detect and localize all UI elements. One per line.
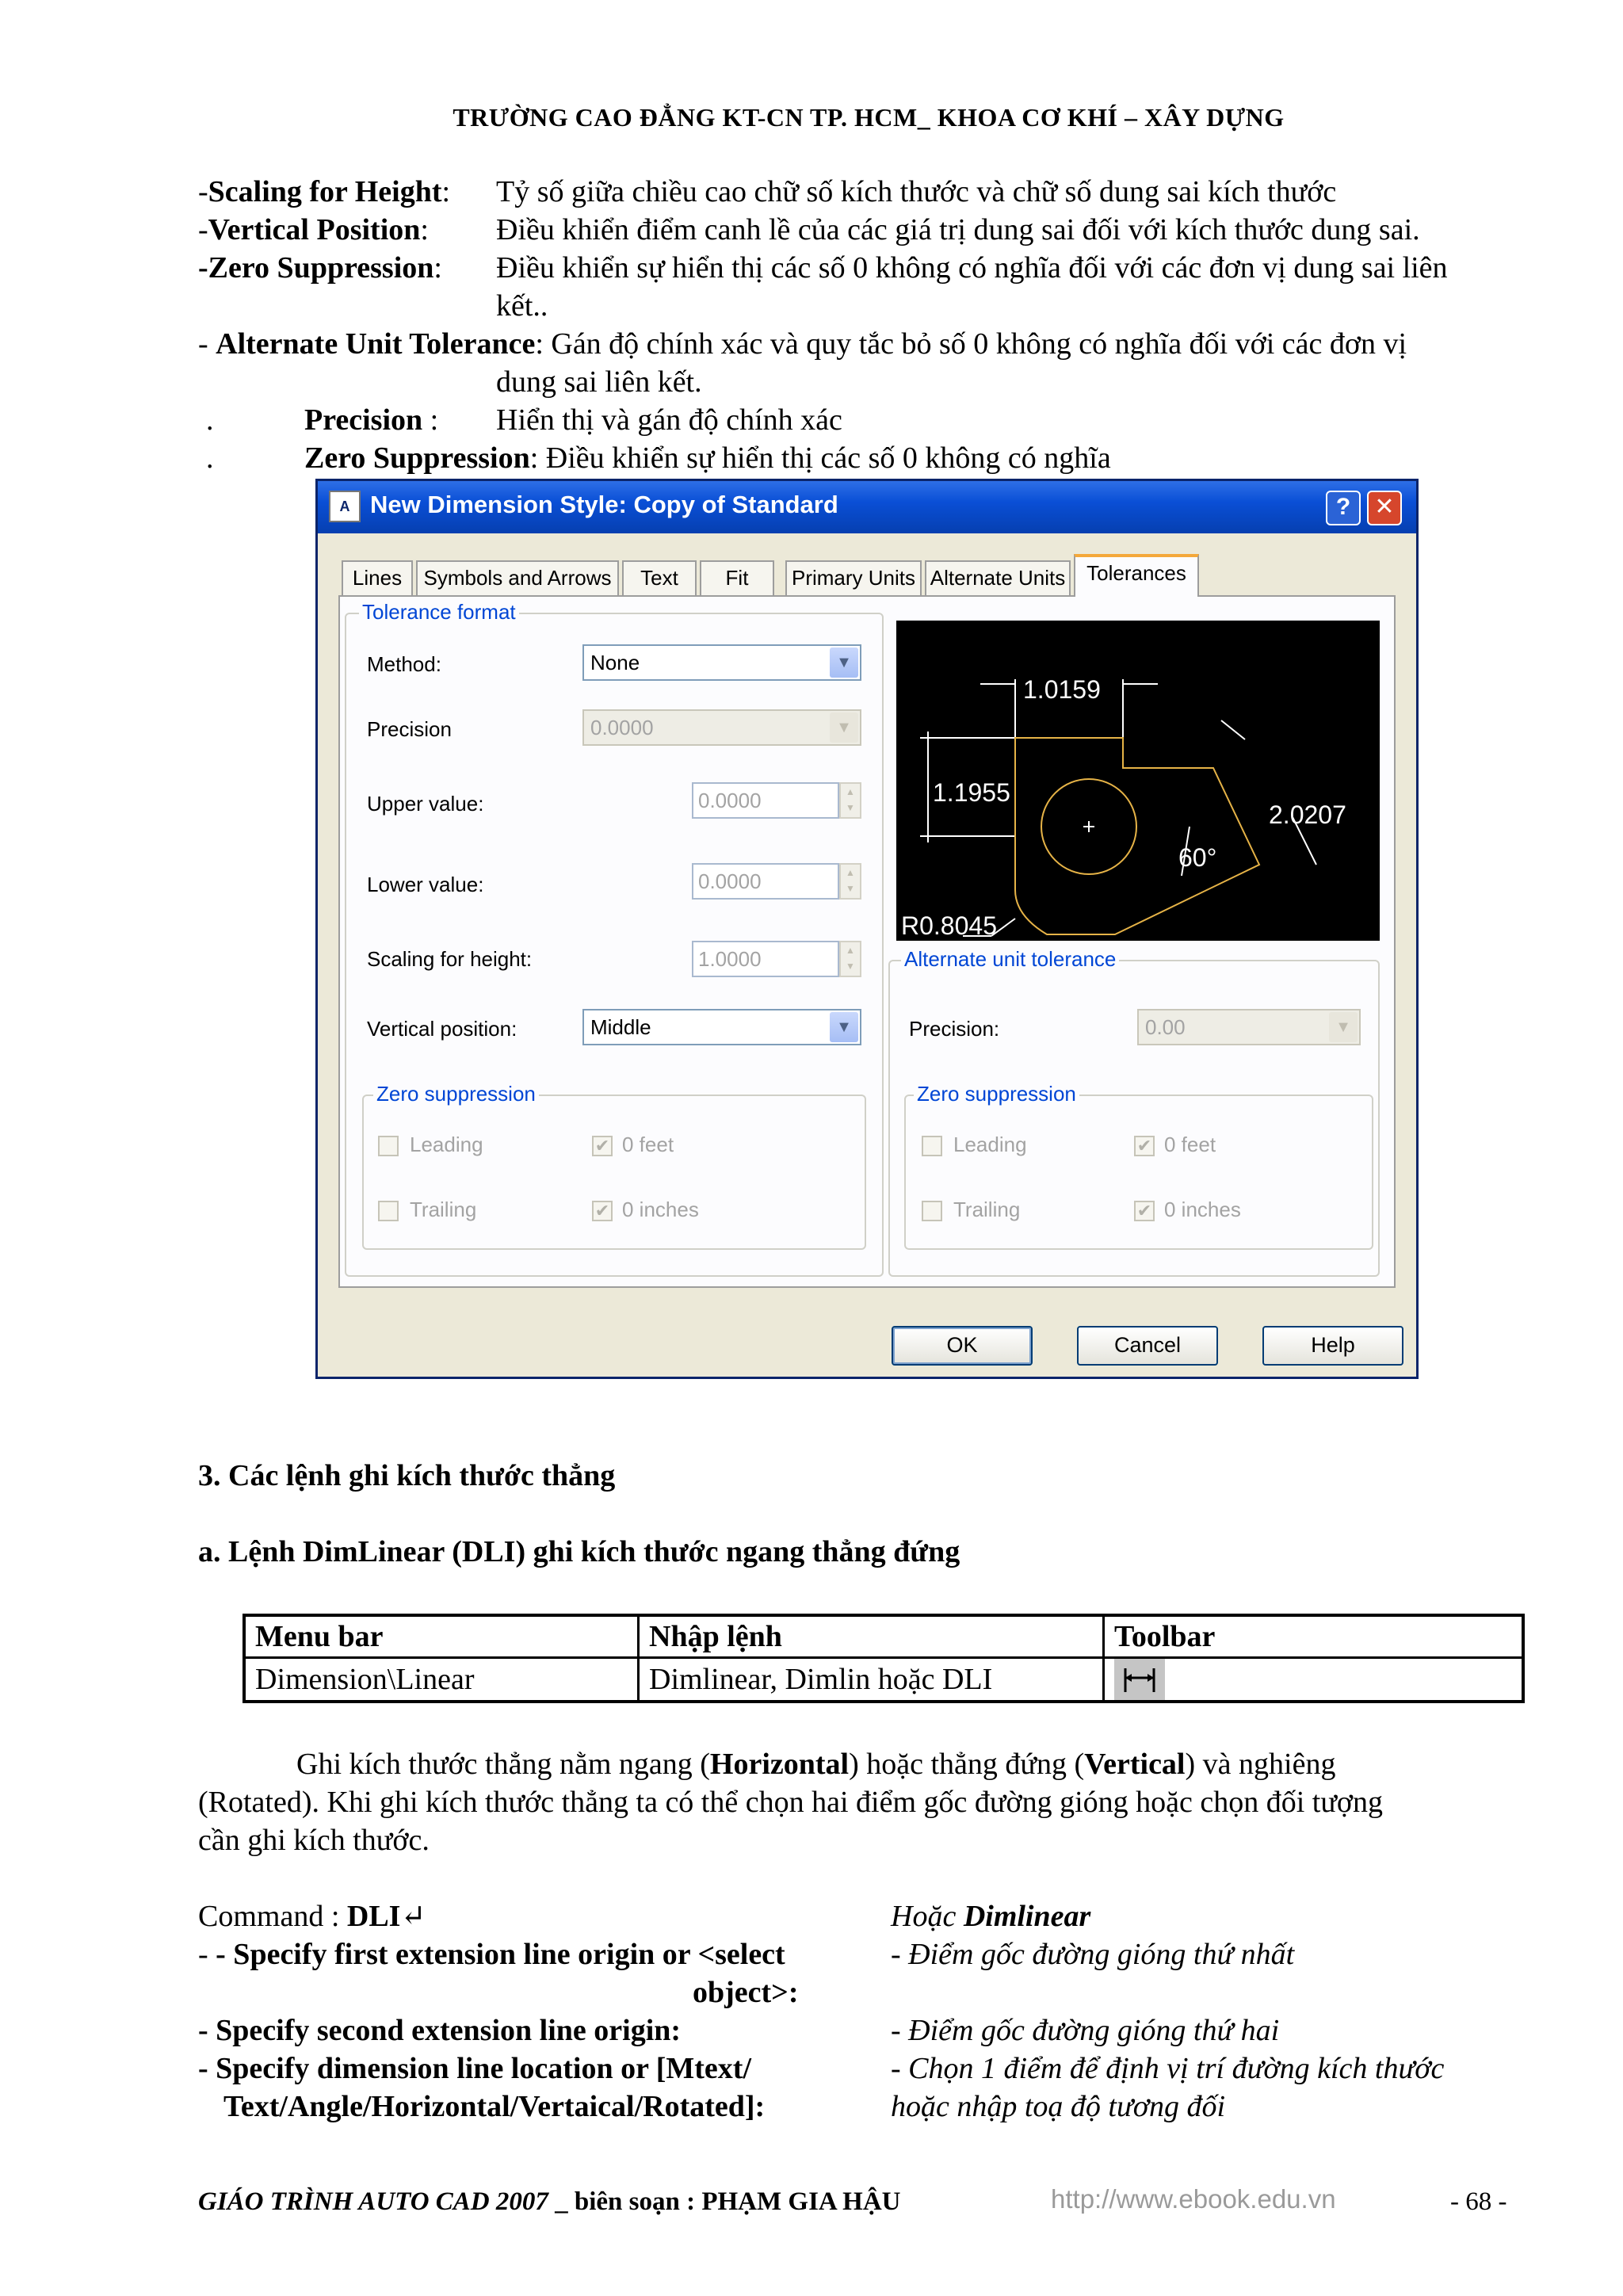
command-table [242,1614,1525,1703]
table-cell-command: Dimlinear, Dimlin hoặc DLI [639,1658,1104,1702]
zero-suppression-left-title: Zero suppression [373,1082,539,1106]
table-cell-toolbar [1104,1658,1524,1702]
command-line: Command : DLI↵ [198,1900,426,1933]
table-header-menu: Menu bar [244,1615,639,1658]
table-row [244,1658,1523,1702]
close-icon[interactable]: ✕ [1367,491,1402,525]
sub-item-zero-suppression: Zero Suppression: Điều khiển sự hiển thị các số 0 không có nghĩa [304,441,1111,475]
feet-label-right: 0 feet [1164,1133,1216,1156]
para-line-3: cần ghi kích thước. [198,1824,430,1857]
inches-label-right: 0 inches [1164,1198,1241,1221]
table-header-command: Nhập lệnh [639,1615,1104,1658]
help-button[interactable]: Help [1262,1326,1403,1366]
zero-suppression-right-group [904,1095,1373,1250]
feet-checkbox-right[interactable]: ✔ [1134,1136,1155,1156]
feet-checkbox-left[interactable]: ✔ [592,1136,613,1156]
tab-tolerances[interactable]: Tolerances [1074,554,1199,597]
prompt-first-origin: - - Specify first extension line origin or <select [198,1938,785,1971]
desc-dimension-location: - Chọn 1 điểm để định vị trí đường kích thước [891,2052,1445,2085]
sub-bullet-zero-suppression: . [206,441,214,475]
chevron-down-icon[interactable]: ▼ [830,1012,858,1042]
option-alternate-unit-tolerance: - Alternate Unit Tolerance: Gán độ chính xác và quy tắc bỏ số 0 không có nghĩa đối với các đơn vị [198,327,1407,361]
spinner-arrows-icon[interactable]: ▲ ▼ [839,863,861,900]
tolerance-preview [896,621,1380,941]
option-scaling-height-desc: Tỷ số giữa chiều cao chữ số kích thước và chữ số dung sai kích thước [496,175,1337,208]
sub-bullet-precision: . [206,403,214,437]
linear-dimension-icon [1114,1659,1165,1700]
spinner-arrows-icon[interactable]: ▲ ▼ [839,941,861,977]
table-header-toolbar: Toolbar [1104,1615,1524,1658]
para-line-2: (Rotated). Khi ghi kích thước thẳng ta có thể chọn hai điểm gốc đường gióng hoặc chọn đối tượng [198,1786,1384,1819]
lower-value-text: 0.0000 [698,869,762,893]
upper-value-label: Upper value: [367,792,484,816]
vertical-position-label: Vertical position: [367,1017,517,1041]
para-line-1: Ghi kích thước thẳng nằm ngang (Horizontal) hoặc thẳng đứng (Vertical) và nghiêng [296,1748,1336,1781]
upper-value-input[interactable] [692,782,855,819]
spinner-arrows-icon[interactable]: ▲ ▼ [839,782,861,819]
scaling-height-label: Scaling for height: [367,947,533,971]
footer-page-number: - 68 - [1450,2187,1507,2216]
prompt-first-origin-cont: object>: [693,1976,799,2009]
tab-primary-units[interactable]: Primary Units [785,560,922,595]
precision-select-value: 0.0000 [590,716,654,739]
desc-dimension-location-cont: hoặc nhập toạ độ tương đối [891,2090,1226,2123]
alternate-unit-tolerance-title: Alternate unit tolerance [901,947,1119,972]
method-label: Method: [367,652,441,676]
desc-second-origin: - Điểm gốc đường gióng thứ hai [891,2014,1280,2047]
vertical-position-value: Middle [590,1015,651,1039]
dimension-style-dialog [315,479,1419,1379]
lower-value-label: Lower value: [367,873,484,896]
chevron-down-icon[interactable]: ▼ [830,648,858,678]
sub-item-precision: Precision : [304,403,439,437]
precision-label: Precision [367,717,452,741]
leading-label-left: Leading [410,1133,483,1156]
lower-value-input[interactable] [692,863,855,900]
method-select[interactable] [582,644,861,681]
help-question-icon[interactable]: ? [1326,491,1361,525]
tab-lines[interactable]: Lines [342,560,413,595]
inches-checkbox-right[interactable]: ✔ [1134,1201,1155,1221]
table-header-row [244,1615,1523,1658]
trailing-label-left: Trailing [410,1198,477,1221]
inches-checkbox-left[interactable]: ✔ [592,1201,613,1221]
preview-drawing [896,621,1380,941]
footer-url[interactable]: http://www.ebook.edu.vn [1051,2184,1336,2214]
option-zero-suppression-desc: Điều khiển sự hiển thị các số 0 không có nghĩa đối với các đơn vị dung sai liên [496,251,1448,285]
chevron-down-icon[interactable]: ▼ [1329,1012,1358,1042]
leading-checkbox-left[interactable] [378,1136,399,1156]
leading-checkbox-right[interactable] [922,1136,942,1156]
upper-value-text: 0.0000 [698,789,762,812]
option-vertical-position-desc: Điều khiển điểm canh lề của các giá trị dung sai đối với kích thước dung sai. [496,213,1420,246]
feet-label-left: 0 feet [622,1133,674,1156]
preview-dim-top: 1.0159 [1023,675,1101,704]
dialog-title: New Dimension Style: Copy of Standard [370,491,838,518]
page-header: TRƯỜNG CAO ĐẲNG KT-CN TP. HCM_ KHOA CƠ KHÍ – XÂY DỰNG [453,103,1285,132]
prompt-dimension-location-cont: Text/Angle/Horizontal/Vertaical/Rotated]: [223,2090,766,2123]
trailing-checkbox-right[interactable] [922,1201,942,1221]
leading-label-right: Leading [953,1133,1027,1156]
cancel-button[interactable]: Cancel [1077,1326,1218,1366]
autocad-app-icon: A [329,491,361,522]
zero-suppression-right-title: Zero suppression [914,1082,1079,1106]
option-alternate-unit-tolerance-cont: dung sai liên kết. [496,365,702,399]
alt-precision-select[interactable] [1137,1009,1361,1045]
desc-first-origin: - Điểm gốc đường gióng thứ nhất [891,1938,1295,1971]
option-scaling-height: -Scaling for Height: [198,175,451,208]
ok-button[interactable]: OK [892,1326,1033,1366]
table-cell-menu: Dimension\Linear [244,1658,639,1702]
sub-item-precision-desc: Hiển thị và gán độ chính xác [496,403,842,437]
vertical-position-select[interactable] [582,1009,861,1045]
tab-text[interactable]: Text [622,560,697,595]
tab-fit[interactable]: Fit [700,560,774,595]
scaling-height-input[interactable] [692,941,855,977]
footer-book-title: GIÁO TRÌNH AUTO CAD 2007 _ biên soạn : PHẠM GIA HẬU [198,2187,901,2216]
inches-label-left: 0 inches [622,1198,699,1221]
command-alt: Hoặc Dimlinear [891,1900,1091,1933]
precision-select[interactable] [582,709,861,746]
alt-precision-label: Precision: [909,1017,1000,1041]
scaling-height-text: 1.0000 [698,947,762,971]
option-zero-suppression: -Zero Suppression: [198,251,442,285]
option-vertical-position: -Vertical Position: [198,213,429,246]
section-3-heading: 3. Các lệnh ghi kích thước thẳng [198,1459,616,1492]
zero-suppression-left-group [362,1095,866,1250]
chevron-down-icon[interactable]: ▼ [830,712,858,743]
tab-symbols-arrows[interactable]: Symbols and Arrows [416,560,619,595]
preview-dim-left: 1.1955 [933,778,1010,807]
preview-radius: R0.8045 [901,911,997,940]
prompt-dimension-location: - Specify dimension line location or [Mtext/ [198,2052,752,2085]
preview-angle: 60° [1178,843,1217,872]
prompt-second-origin: - Specify second extension line origin: [198,2014,682,2047]
trailing-label-right: Trailing [953,1198,1021,1221]
section-a-heading: a. Lệnh DimLinear (DLI) ghi kích thước ngang thẳng đứng [198,1535,960,1568]
tolerance-format-title: Tolerance format [359,600,519,625]
trailing-checkbox-left[interactable] [378,1201,399,1221]
option-zero-suppression-desc-cont: kết.. [496,289,548,323]
method-select-value: None [590,651,640,674]
preview-dim-right: 2.0207 [1269,800,1346,829]
dialog-titlebar [318,481,1416,533]
alt-precision-value: 0.00 [1145,1015,1186,1039]
tab-alternate-units[interactable]: Alternate Units [925,560,1071,595]
